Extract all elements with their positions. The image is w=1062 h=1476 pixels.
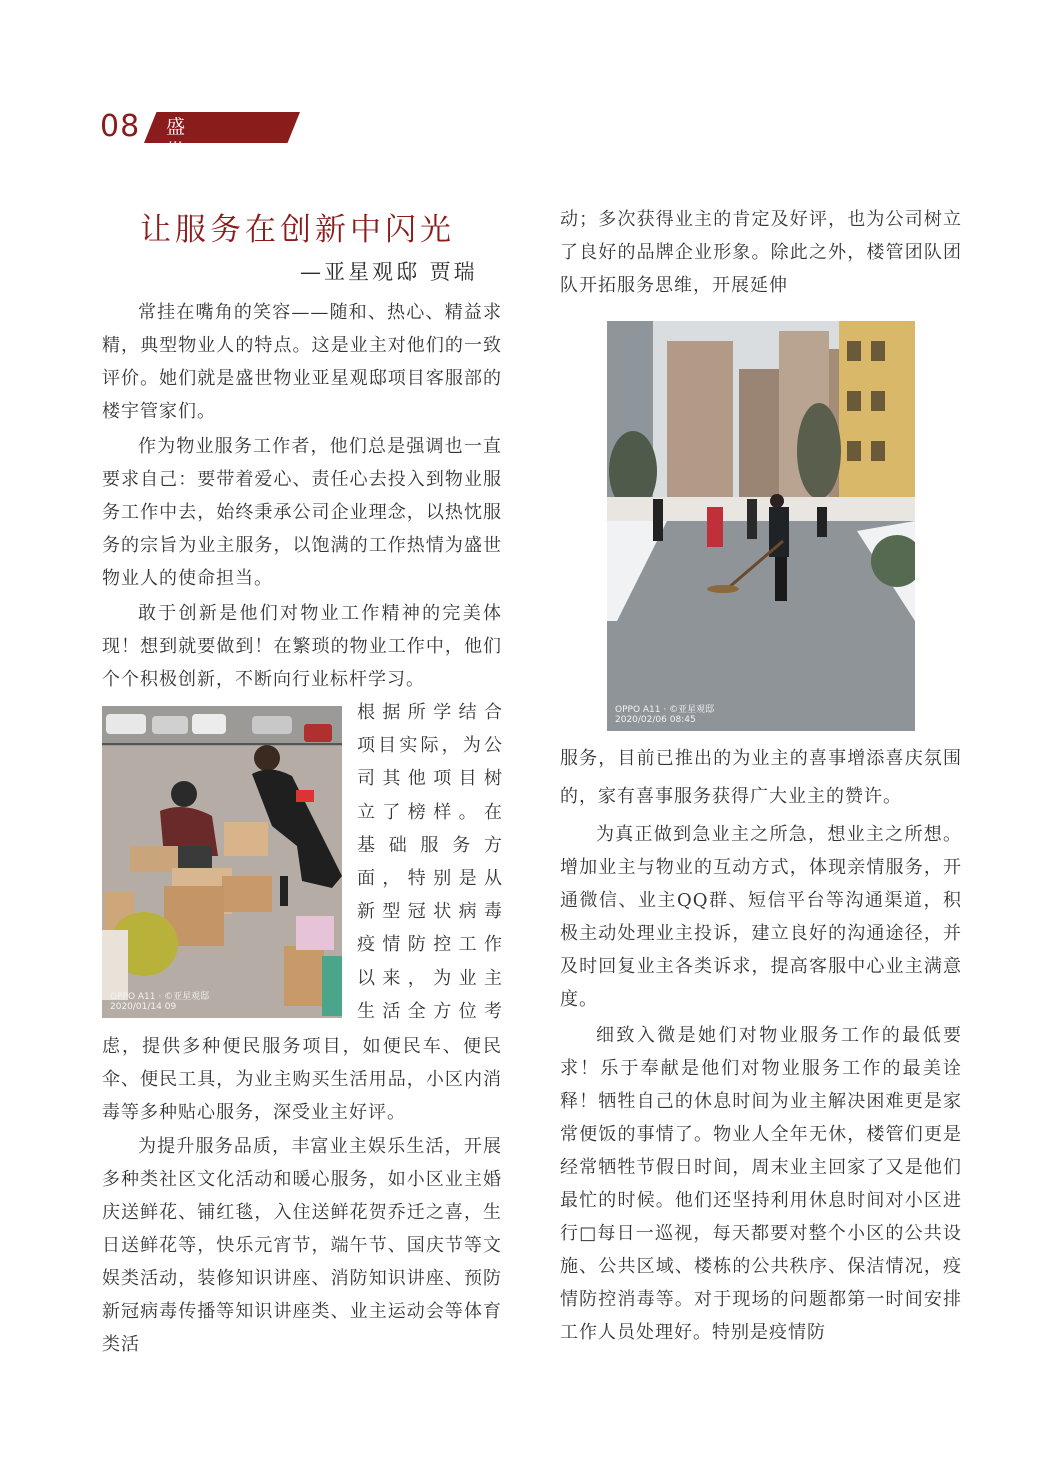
parcel-photo-date: 2020/01/14 09 bbox=[110, 1002, 177, 1012]
parcel-delivery-illustration bbox=[102, 706, 342, 1018]
text-beside-photo bbox=[357, 696, 502, 1028]
snow-photo-date: 2020/02/06 08:45 bbox=[615, 715, 696, 725]
beside-line: 疫情防控工作 bbox=[357, 934, 502, 956]
right-paragraph-3: 细致入微是她们对物业服务工作的最低要求！乐于奉献是他们对物业服务工作的最美诠释！牺牲自己的休息时间为业主解决困难更是家常便饭的事情了。物业人全年无休，楼管们更是经常牺牲节假日时间，周末业主回家了又是他们最忙的时候。他们还坚持利用休息时间对小区进行□每日一巡视，每天都要对整个小区的公共设施、公共区域、楼栋的公共秩序、保洁情况，疫情防控消毒等。对于现场的问题都第一时间安排工作人员处理好。特别是疫情防 bbox=[560, 1025, 962, 1343]
snow-sweeping-illustration bbox=[607, 321, 915, 731]
beside-line: 项目实际，为公 bbox=[357, 735, 502, 757]
beside-line: 立了榜样。在 bbox=[357, 801, 502, 823]
beside-line: 基础服务方 bbox=[357, 834, 502, 856]
left-paragraph-3: 敢于创新是他们对物业工作精神的完美体现！想到就要做到！在繁琐的物业工作中，他们个个积极创新，不断向行业标杆学习。 bbox=[102, 603, 502, 690]
beside-line: 生活全方位考 bbox=[357, 1000, 502, 1022]
beside-line: 面，特别是从 bbox=[357, 868, 502, 890]
beside-line: 以来，为业主 bbox=[357, 967, 502, 989]
right-paragraph-2: 为真正做到急业主之所急，想业主之所想。增加业主与物业的互动方式，体现亲情服务，开通微信、业主QQ群、短信平台等沟通渠道，积极主动处理业主投诉，建立良好的沟通途径，并及时回复业主各类诉求，提高客服中心业主满意度。 bbox=[560, 824, 962, 1010]
right-paragraph-top: 动；多次获得业主的肯定及好评，也为公司树立了良好的品牌企业形象。除此之外，楼管团队团队开拓服务思维，开展延伸 bbox=[560, 209, 962, 296]
section-title: 盛世物业 bbox=[166, 116, 189, 210]
snow-photo-caption bbox=[615, 705, 714, 725]
page-number: 08 bbox=[100, 109, 141, 144]
left-paragraph-last: 为提升服务品质，丰富业主娱乐生活，开展多种类社区文化活动和暖心服务，如小区业主婚庆送鲜花、铺红毯，入住送鲜花贺乔迁之喜，生日送鲜花等，快乐元宵节，端午节、国庆节等文娱类活动，装修知识讲座、消防知识讲座、预防新冠病毒传播等知识讲座类、业主运动会等体育类活 bbox=[102, 1136, 502, 1355]
parcel-photo-device: OPPO A11 · ©亚星观邸 bbox=[110, 992, 210, 1002]
beside-line: 根据所学结合 bbox=[357, 702, 502, 723]
left-paragraph-2: 作为物业服务工作者，他们总是强调也一直要求自己：要带着爱心、责任心去投入到物业服务工作中去，始终秉承公司企业理念，以热忱服务的宗旨为业主服务，以饱满的工作热情为盛世物业人的使命担当。 bbox=[102, 436, 502, 589]
article-byline: —亚星观邸 贾瑞 bbox=[300, 260, 478, 284]
left-paragraph-1: 常挂在嘴角的笑容——随和、热心、精益求精，典型物业人的特点。这是业主对他们的一致评价。她们就是盛世物业亚星观邸项目客服部的楼宇管家们。 bbox=[102, 302, 502, 422]
snow-sweeping-photo bbox=[607, 321, 915, 731]
parcel-delivery-photo bbox=[102, 706, 342, 1018]
beside-line: 司其他项目树 bbox=[357, 768, 502, 790]
beside-line: 新型冠状病毒 bbox=[357, 901, 502, 923]
right-paragraph-after-photo: 服务，目前已推出的为业主的喜事增添喜庆氛围的，家有喜事服务获得广大业主的赞许。 bbox=[560, 748, 962, 807]
snow-photo-device: OPPO A11 · ©亚星观邸 bbox=[615, 705, 715, 715]
article-title: 让服务在创新中闪光 bbox=[140, 212, 455, 248]
left-paragraph-after-photo: 虑，提供多种便民服务项目，如便民车、便民伞、便民工具，为业主购买生活用品，小区内消毒等多种贴心服务，深受业主好评。 bbox=[102, 1036, 502, 1123]
parcel-photo-caption bbox=[110, 992, 209, 1012]
